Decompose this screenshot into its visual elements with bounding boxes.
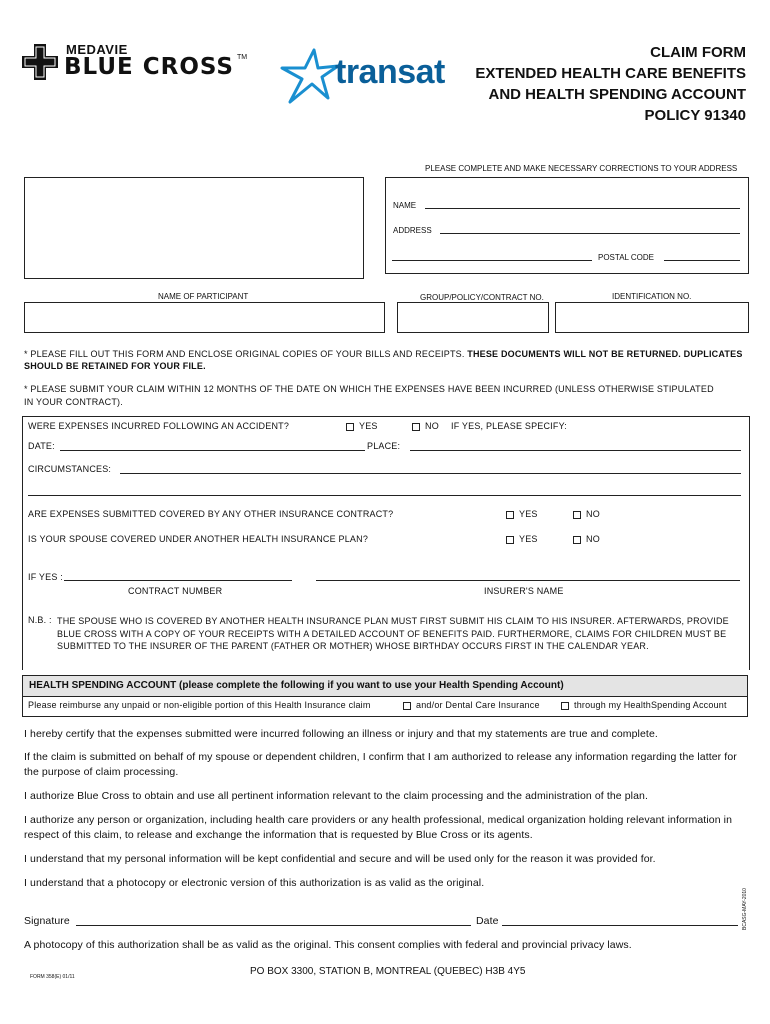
logo-transat-word: transat	[335, 53, 445, 91]
accident-specify: IF YES, PLEASE SPECIFY:	[451, 421, 567, 431]
signature-label: Signature	[24, 915, 70, 927]
address-label: ADDRESS	[393, 226, 432, 235]
spouse-coverage-no-checkbox[interactable]	[573, 536, 581, 544]
date-label: DATE:	[28, 441, 55, 451]
declaration-6: I understand that a photocopy or electronic version of this authorization is as valid as the original.	[24, 877, 485, 889]
declaration-5: I understand that my personal information will be kept confidential and secure and will be used only for the reason it was provided for.	[24, 853, 656, 865]
other-insurance-no[interactable]	[573, 509, 600, 519]
name-field[interactable]	[425, 208, 740, 209]
participant-label: NAME OF PARTICIPANT	[158, 292, 249, 301]
group-number-field[interactable]	[397, 302, 549, 333]
title-line-2: EXTENDED HEALTH CARE BENEFITS	[475, 65, 746, 82]
mailing-address: PO BOX 3300, STATION B, MONTREAL (QUEBEC) H3B 4Y5	[250, 966, 526, 977]
accident-no-checkbox[interactable]	[412, 423, 420, 431]
hsa-reimburse-text: Please reimburse any unpaid or non-eligible portion of this Health Insurance claim	[28, 700, 371, 710]
circumstances-field[interactable]	[120, 473, 741, 474]
group-label: GROUP/POLICY/CONTRACT NO.	[420, 293, 544, 302]
other-insurance-no-checkbox[interactable]	[573, 511, 581, 519]
hsa-heading	[22, 675, 748, 697]
declaration-3: I authorize Blue Cross to obtain and use all pertinent information relevant to the claim processing and the administration of the plan.	[24, 790, 649, 802]
spouse-coverage-question: IS YOUR SPOUSE COVERED UNDER ANOTHER HEALTH INSURANCE PLAN?	[28, 534, 369, 544]
photocopy-statement: A photocopy of this authorization shall be as valid as the original. This consent complies with federal and provincial privacy laws.	[24, 939, 632, 951]
name-label: NAME	[393, 201, 417, 210]
transat-logo	[280, 46, 455, 106]
address-field[interactable]	[440, 233, 740, 234]
accident-yes-checkbox[interactable]	[346, 423, 354, 431]
accident-no[interactable]	[412, 421, 439, 431]
accident-place-field[interactable]	[410, 450, 741, 451]
identification-label: IDENTIFICATION NO.	[612, 292, 692, 301]
form-title	[475, 42, 746, 126]
contract-number-label: CONTRACT NUMBER	[128, 586, 223, 596]
other-insurance-yes[interactable]	[506, 509, 538, 519]
star-icon	[280, 46, 340, 106]
accident-yes-label: YES	[359, 421, 378, 431]
instruction-fill-out-text: * PLEASE FILL OUT THIS FORM AND ENCLOSE ORIGINAL COPIES OF YOUR BILLS AND RECEIPTS.	[24, 349, 468, 359]
spouse-coverage-no[interactable]	[573, 534, 600, 544]
participant-name-field[interactable]	[24, 302, 385, 333]
cross-icon	[22, 44, 58, 80]
hsa-through-checkbox[interactable]	[561, 702, 569, 710]
declaration-2: If the claim is submitted on behalf of my spouse or dependent children, I confirm that I am authorized to release any information regarding the latter for the purpose of claim processing.	[24, 751, 737, 778]
other-insurance-yes-checkbox[interactable]	[506, 511, 514, 519]
instruction-fill-out-bold: THESE DOCUMENTS WILL NOT BE RETURNED. DUPLICATES SHOULD BE RETAINED FOR YOUR FILE.	[24, 349, 743, 371]
instruction-within-12-months: * PLEASE SUBMIT YOUR CLAIM WITHIN 12 MONTHS OF THE DATE ON WHICH THE EXPENSES HAVE BEEN INCURRED (UNLESS OTHERWISE STIPULATED IN YOUR CONTRACT).	[24, 384, 714, 407]
accident-yes[interactable]	[346, 421, 378, 431]
hsa-through-label: through my HealthSpending Account	[574, 700, 727, 710]
spouse-coverage-yes-label: YES	[519, 534, 538, 544]
accident-no-label: NO	[425, 421, 439, 431]
date-signed-label: Date	[476, 915, 499, 927]
spouse-coverage-no-label: NO	[586, 534, 600, 544]
other-insurance-yes-label: YES	[519, 509, 538, 519]
place-label: PLACE:	[367, 441, 401, 451]
other-insurance-no-label: NO	[586, 509, 600, 519]
logo-tm: TM	[237, 54, 248, 61]
postal-code-field[interactable]	[664, 260, 740, 261]
title-line-3: AND HEALTH SPENDING ACCOUNT	[488, 86, 746, 103]
address-line-2-field[interactable]	[392, 260, 592, 261]
insurer-name-field[interactable]	[316, 580, 740, 581]
circumstances-label: CIRCUMSTANCES:	[28, 464, 112, 474]
spouse-coverage-yes-checkbox[interactable]	[506, 536, 514, 544]
nb-label: N.B. :	[28, 615, 52, 625]
declaration-1: I hereby certify that the expenses submitted were incurred following an illness or injury and that my statements are true and complete.	[24, 728, 658, 740]
blue-cross-logo	[22, 44, 252, 84]
accident-date-field[interactable]	[60, 450, 365, 451]
if-yes-label: IF YES :	[28, 572, 63, 582]
title-line-1: CLAIM FORM	[650, 44, 746, 61]
hsa-heading-text: HEALTH SPENDING ACCOUNT (please complete the following if you want to use your Health Spending Account)	[29, 680, 564, 691]
contract-number-field[interactable]	[64, 580, 292, 581]
logo-blue-cross: BLUE CROSS	[64, 54, 235, 80]
date-signed-field[interactable]	[502, 925, 738, 926]
circumstances-field-2[interactable]	[28, 495, 741, 496]
form-number: FORM 358(E) 01/11	[30, 974, 75, 980]
signature-field[interactable]	[76, 925, 471, 926]
logo-medavie: MEDAVIE	[66, 42, 128, 57]
side-code: BCASG-MAY-2010	[742, 888, 748, 930]
hsa-dental-checkbox[interactable]	[403, 702, 411, 710]
title-line-4: POLICY 91340	[644, 107, 746, 124]
postal-code-label: POSTAL CODE	[598, 253, 655, 262]
hsa-dental-option[interactable]	[403, 700, 540, 710]
address-instruction: PLEASE COMPLETE AND MAKE NECESSARY CORRECTIONS TO YOUR ADDRESS	[425, 164, 738, 173]
spouse-coverage-yes[interactable]	[506, 534, 538, 544]
hsa-dental-label: and/or Dental Care Insurance	[416, 700, 540, 710]
other-insurance-question: ARE EXPENSES SUBMITTED COVERED BY ANY OTHER INSURANCE CONTRACT?	[28, 509, 394, 519]
identification-number-field[interactable]	[555, 302, 749, 333]
accident-question: WERE EXPENSES INCURRED FOLLOWING AN ACCIDENT?	[28, 421, 290, 431]
instruction-fill-out	[24, 348, 744, 372]
nb-text: THE SPOUSE WHO IS COVERED BY ANOTHER HEALTH INSURANCE PLAN MUST FIRST SUBMIT HIS CLAIM TO HIS INSURER. AFTERWARDS, PROVIDE BLUE CROSS WITH A COPY OF YOUR RECEIPTS WITH A DETAILED ACCOUNT OF BENEFITS PAID. FURTHERMORE, CLAIMS FOR CHILDREN MUST BE SUBMITTED TO THE INSURER OF THE PARENT (FATHER OR MOTHER) WHOSE BIRTHDAY OCCURS FIRST IN THE CALENDAR YEAR.	[57, 616, 729, 651]
hsa-through-option[interactable]	[561, 700, 727, 710]
insurer-name-label: INSURER'S NAME	[484, 586, 564, 596]
declaration-4: I authorize any person or organization, including health care providers or any health professional, medical organization holding relevant information in respect of this claim, to release and exchange the information that is requested by Blue Cross or its agents.	[24, 814, 733, 841]
mailing-address-box[interactable]	[24, 177, 364, 279]
hsa-options-row	[22, 696, 748, 717]
